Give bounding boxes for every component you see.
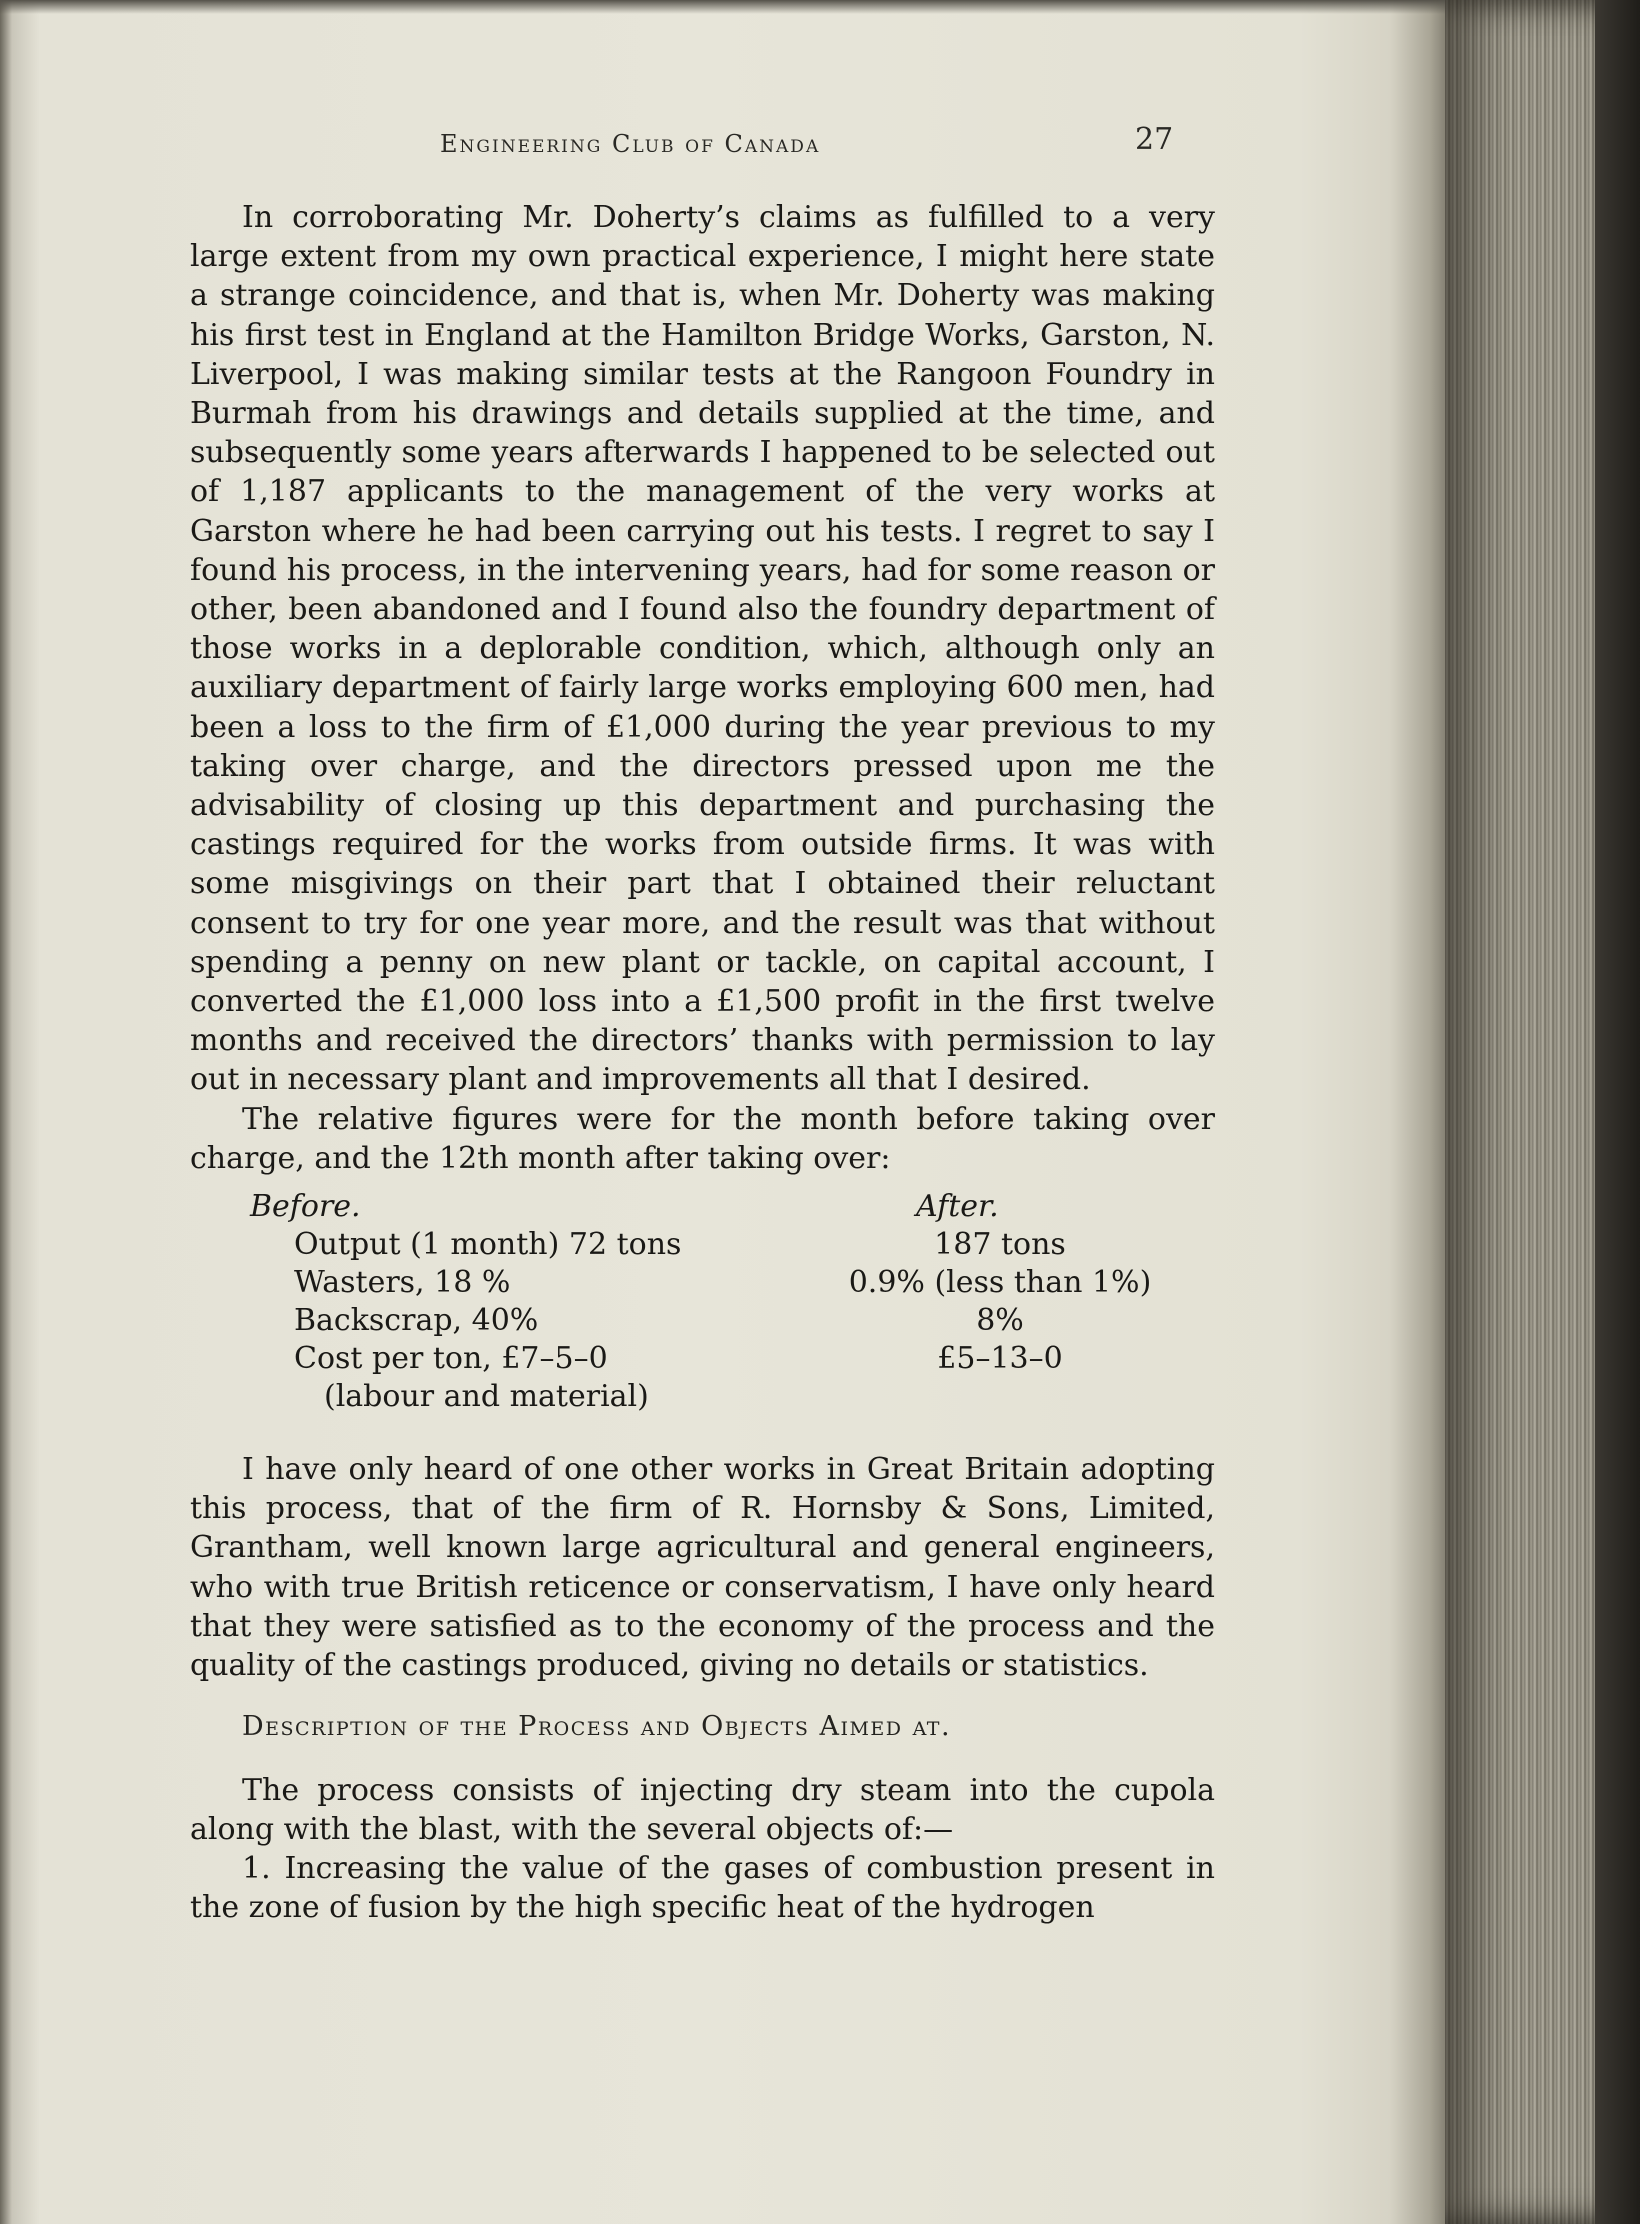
section-heading: Description of the Process and Objects Aimed at. xyxy=(242,1711,952,1743)
before-column xyxy=(250,1188,770,1416)
spacer xyxy=(190,1420,1215,1450)
before-cost: Cost per ton, £7–5–0 xyxy=(294,1341,608,1377)
comparison-table xyxy=(190,1188,1215,1420)
paragraph-relative-figures: The relative figures were for the month before taking over charge, and the 12th month after taking over: xyxy=(190,1101,1215,1176)
book-cover-edge xyxy=(1595,0,1640,2224)
before-heading: Before. xyxy=(250,1189,361,1225)
running-title: Engineering Club of Canada xyxy=(440,130,821,158)
paragraph-corroboration: In corroborating Mr. Doherty’s claims as fulfilled to a very large extent from my own practical experience, I might here state a strange coincidence, and that is, when Mr. Doherty was making his first test in England at the Hamilton Bridge Works, Garston, N. Liverpool, I was making similar tests at the Rangoon Foundry in Burmah from his drawings and details supplied at the time, and subsequently some years afterwards I happened to be selected out of 1,187 applicants to the management of the very works at Garston where he had been carrying out his tests. I regret to say I found his process, in the intervening years, had for some reason or other, been abandoned and I found also the foundry department of those works in a deplorable condition, which, although only an auxiliary department of fairly large works employing 600 men, had been a loss to the firm of £1,000 during the year previous to my taking over charge, and the directors pressed upon me the advisability of closing up this department and purchasing the castings required for the works from outside firms. It was with some misgivings on their part that I obtained their reluctant consent to try for one year more, and the result was that without spending a penny on new plant or tackle, on capital account, I converted the £1,000 loss into a £1,500 profit in the first twelve months and received the directors’ thanks with permission to lay out in necessary plant and improvements all that I desired. xyxy=(190,200,1215,1098)
after-cost: £5–13–0 xyxy=(937,1341,1063,1377)
before-cost-note: (labour and material) xyxy=(324,1379,649,1415)
before-output: Output (1 month) 72 tons xyxy=(294,1227,682,1263)
after-backscrap: 8% xyxy=(976,1303,1024,1339)
after-heading: After. xyxy=(916,1189,999,1225)
before-wasters: Wasters, 18 % xyxy=(294,1265,511,1301)
after-output: 187 tons xyxy=(934,1227,1066,1263)
page-number: 27 xyxy=(1135,122,1174,157)
before-backscrap: Backscrap, 40% xyxy=(294,1303,539,1339)
paragraph-hornsby: I have only heard of one other works in Great Britain adopting this process, that of the firm of R. Hornsby & Sons, Limited, Grantham, well known large agricultural and general engineers, who with true British reticence or conservatism, I have only heard that they were satisfied as to the economy of the process and the quality of the castings produced, giving no details or statistics. xyxy=(190,1452,1215,1684)
after-wasters: 0.9% (less than 1%) xyxy=(848,1265,1152,1301)
body-text xyxy=(190,198,1215,1927)
running-head xyxy=(200,118,1220,168)
list-item-1: 1. Increasing the value of the gases of combustion present in the zone of fusion by the high specific heat of the hydrogen xyxy=(190,1850,1215,1926)
paragraph-process: The process consists of injecting dry steam into the cupola along with the blast, with the several objects of:— xyxy=(190,1772,1215,1847)
after-column xyxy=(840,1188,1220,1378)
